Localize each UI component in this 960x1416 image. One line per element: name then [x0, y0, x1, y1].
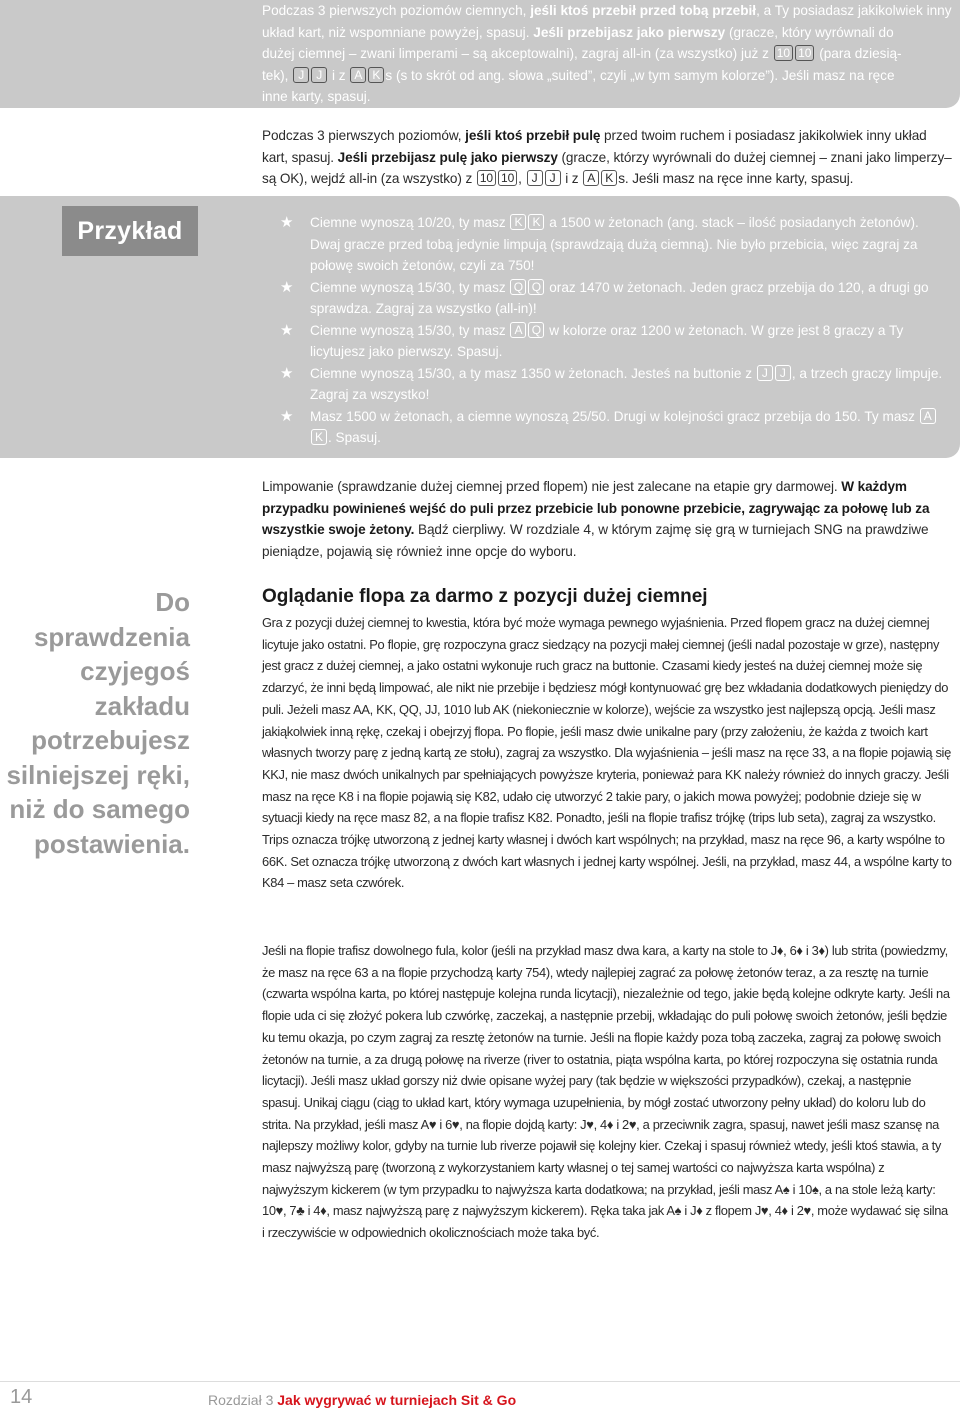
chapter-title: Jak wygrywać w turniejach Sit & Go — [277, 1392, 517, 1408]
text: s. Jeśli masz na ręce inne karty, spasuj. — [618, 171, 854, 186]
chapter-label: Rozdział 3 — [208, 1392, 278, 1408]
text: układ kart, niż wspomniane powyżej, spasuj. — [262, 24, 534, 40]
card: J — [293, 67, 309, 83]
star-icon: ★ — [280, 278, 294, 296]
card: J — [545, 170, 561, 186]
card: K — [601, 170, 617, 186]
limp-paragraph — [262, 476, 952, 562]
star-icon: ★ — [280, 321, 294, 339]
example-item: ★ Ciemne wynoszą 10/20, ty masz K K a 1500 w żetonach (ang. stack – ilość posiadanych żetonów). Dwaj gracze przed tobą jedynie limpują (sprawdzają dużą ciemną). Nie było przebicia, więc zagraj za połowę swoich żetonów, czyli za 750! — [280, 214, 919, 273]
text: jeśli ktoś przebił przed tobą przebił — [530, 3, 757, 18]
top-callout-text — [262, 0, 952, 108]
text: (gracze, którzy wyrównali do dużej ciemnej – znani jako limperzy– są OK), wejdź all-in (za wszystko) z — [262, 149, 952, 186]
text: , a Ty posiadasz jakikolwiek inny — [756, 3, 952, 18]
example-item: ★ Ciemne wynoszą 15/30, ty masz Q Q oraz 1470 w żetonach. Jeden gracz przebija do 120, a drugi go sprawdza. Zagraj za wszystko (all-in)! — [280, 278, 929, 316]
text: dużej ciemnej – zwani limperami – są akceptowalni), zagraj all-in (za wszystko) już z — [262, 46, 773, 61]
section-body-1: Gra z pozycji dużej ciemnej to kwestia, która być może wymaga pewnego wyjaśnienia. Przed flopem gracz na dużej ciemnej licytuje jako ostatni. Po flopie, grę rozpoczyna gracz siedzący na pozycji małej ciemnej (jeśli nadal pozostaje w grze), następny jest gracz z dużej ciemnej, a jako ostatni wykonuje ruch gracz na buttonie. Czasami kiedy jesteś na dużej ciemnej może się zdarzyć, że inni będą limpować, ale nikt nie przebije i będziesz mógł kontynuować grę bez wkładania dodatkowych pieniędzy do puli. Jeżeli masz AA, KK, QQ, JJ, 1010 lub AK (niekoniecznie w kolorze), wejście za wszystko jest najlepszą opcją. Jeśli masz jakiąkolwiek inną rękę, czekaj i obejrzyj flopa. Po flopie, jeśli masz dwie unikalne pary (przy założeniu, że każda z twoich kart własnych tworzy parę z jedną kartą ze stołu), zagraj za wszystko. Dla wyjaśnienia – jeśli masz na ręce 33, a na flopie pojawią się KKJ, nie masz dwóch unikalnych par spełniających powyższe kryteria, ponieważ para KK należy również do innych graczy. Jeśli masz na ręce K8 i na flopie pojawią się K82, udało cię utworzyć 2 takie pary, o jakich mowa powyżej; podobnie dzieje się w sytuacji kiedy na ręce masz 82, a na flopie trafisz K82. Ponadto, jeśli na flopie trafisz trójkę (trips lub seta), zagraj za wszystko. Trips oznacza trójkę utworzoną z jednej karty własnej i dwóch kart wspólnych; na przykład, masz na ręce 96, a karty wspólne to 66K. Set oznacza trójkę utworzoną z dwóch kart własnych i jednej karty wspólnej. Jeśli, na przykład, masz 44, a wspólne karty to K84 – masz seta czwórek. — [262, 615, 952, 891]
card: Q — [528, 322, 544, 338]
text: i z — [328, 67, 350, 83]
text: i z — [561, 171, 583, 186]
card: A — [920, 408, 936, 424]
text: (para dziesią- — [815, 46, 902, 61]
card: 10 — [477, 170, 496, 186]
text: Limpowanie (sprawdzanie dużej ciemnej przed flopem) nie jest zalecane na etapie gry darmowej. — [262, 479, 842, 494]
text: tek), — [262, 67, 293, 83]
star-icon: ★ — [280, 407, 294, 425]
text: inne karty, spasuj. — [262, 89, 371, 104]
card: K — [528, 214, 544, 230]
card: J — [775, 365, 791, 381]
card: Q — [510, 279, 526, 295]
card: J — [527, 170, 543, 186]
card: A — [350, 67, 366, 83]
card: Q — [528, 279, 544, 295]
text: Jeśli przebijasz pulę jako pierwszy — [337, 149, 558, 165]
page-number: 14 — [10, 1386, 33, 1408]
text: W każdym przypadku powinieneś wejść do puli przez przebicie lub ponowne przebicie, zagrywając za połowę lub za wszystkie swoje żetony. — [262, 479, 930, 537]
text: Bądź cierpliwy. W rozdziale 4, w którym zajmę się grą w turniejach SNG na prawdziwe pieniądze, pojawią się również inne opcje do wyboru. — [262, 522, 929, 559]
star-icon: ★ — [280, 364, 294, 382]
card: K — [368, 67, 384, 83]
card: 10 — [498, 170, 517, 186]
section-title: Oglądanie flopa za darmo z pozycji dużej ciemnej — [262, 586, 708, 607]
card: J — [757, 365, 773, 381]
example-item: ★ Masz 1500 w żetonach, a ciemne wynoszą 25/50. Drugi w kolejności gracz przebija do 150. Ty masz AK . Spasuj. — [280, 406, 952, 449]
chapter-footer — [208, 1392, 516, 1408]
text: Podczas 3 pierwszych poziomów, — [262, 128, 466, 143]
text: przed twoim ruchem i posiadasz jakikolwiek inny układ kart, spasuj. — [262, 128, 927, 165]
card: 10 — [795, 45, 814, 61]
card: J — [311, 67, 327, 83]
footer-divider — [0, 1381, 960, 1382]
card: K — [311, 429, 327, 445]
sidebar-quote: Do sprawdzenia czyjegoś zakładu potrzebujesz silniejszej ręki, niż do samego postawienia. — [6, 587, 190, 859]
text: (gracze, który wyrównali do — [725, 24, 894, 40]
section-body-2: Jeśli na flopie trafisz dowolnego fula, kolor (jeśli na przykład masz dwa kara, a karty na stole to J♦, 6♦ i 3♦) lub strita (powiedzmy, że masz na ręce 63 a na flopie przychodzą karty 754), wtedy najlepiej zagrać za połowę żetonów teraz, a za resztę na turnie (czwarta wspólna karta, po której następuje kolejna runda licytacji), niezależnie od tego, jakie będą kolejne odkryte karty. Jeśli na flopie uda ci się złożyć pokera lub czwórkę, zaczekaj, a następnie przebij, wkładając do puli połowę swoich żetonów, jeśli będzie ku temu okazja, po czym zagraj za resztę żetonów na turnie. Jeśli na flopie każdy poza tobą zaczeka, zagraj za połowę swoich żetonów na turnie, a za drugą połowę na riverze (river to ostatnia, piąta wspólna karta, po której rozpoczyna się ostatnia runda licytacji). Jeśli masz układ gorszy niż dwie opisane wyżej pary (tak będzie w większości przypadków), czekaj, a następnie spasuj. Unikaj ciągu (ciąg to układ kart, który wymaga uzupełnienia, by mógł zostać utworzony pełny układ) do koloru lub do strita. Na przykład, jeśli masz A♥ i 6♥, na flopie dojdą karty: J♥, 4♦ i 2♥, a przeciwnik zagra, spasuj, nawet jeśli masz szansę na najlepszy możliwy kolor, gdyby na turnie lub riverze pojawił się kolejny kier. Czekaj i spasuj również wtedy, jeśli ktoś stawia, a ty masz najwyższą parę (tworzoną z wykorzystaniem karty własnej o tej samej wartości co najwyższa karta wspólna) z najwyższym kickerem (w tym przypadku to najwyższa karta dodatkowa; na przykład, jeśli masz A♠ i 10♠, a na stole leżą karty: 10♥, 7♣ i 4♦, masz najwyższą parę z najwyższym kickerem). Ręka taka jak A♠ i J♦ z flopem J♥, 4♦ i 2♥, może wydawać się silna i rzeczywiście w odpowiednich okolicznościach może taka być. — [262, 943, 950, 1241]
card: A — [510, 322, 526, 338]
example-label: Przykład — [62, 206, 198, 256]
star-icon: ★ — [280, 214, 294, 231]
text: jeśli ktoś przebił pulę — [465, 128, 601, 143]
intro-paragraph: Podczas 3 pierwszych poziomów, jeśli ktoś przebił pulę przed twoim ruchem i posiadasz jakikolwiek inny układ kart, spasuj. Jeśli przebijasz pulę jako pierwszy (gracze, którzy wyrównali do dużej ciemnej – znani jako limperzy– są OK), wejdź all-in (za wszystko) z 10 10 , J J i z A K s. Jeśli masz na ręce inne karty, spasuj. — [262, 128, 952, 186]
example-item: ★ Ciemne wynoszą 15/30, a ty masz 1350 w żetonach. Jesteś na buttonie z J J , a trzech graczy limpuje. Zagraj za wszystko! — [280, 364, 943, 402]
text: s (s to skrót od ang. słowa „suited”, czyli „w tym samym kolorze”). Jeśli masz na ręce — [385, 67, 895, 83]
text: Podczas 3 pierwszych poziomów ciemnych, — [262, 3, 531, 18]
card: A — [583, 170, 599, 186]
card: K — [510, 214, 526, 230]
card: 10 — [774, 45, 793, 61]
example-list — [280, 212, 952, 449]
text: Jeśli przebijasz jako pierwszy — [533, 24, 726, 40]
example-item: ★ Ciemne wynoszą 15/30, ty masz A Q w kolorze oraz 1200 w żetonach. W grze jest 8 graczy a Ty licytujesz jako pierwszy. Spasuj. — [280, 321, 904, 359]
